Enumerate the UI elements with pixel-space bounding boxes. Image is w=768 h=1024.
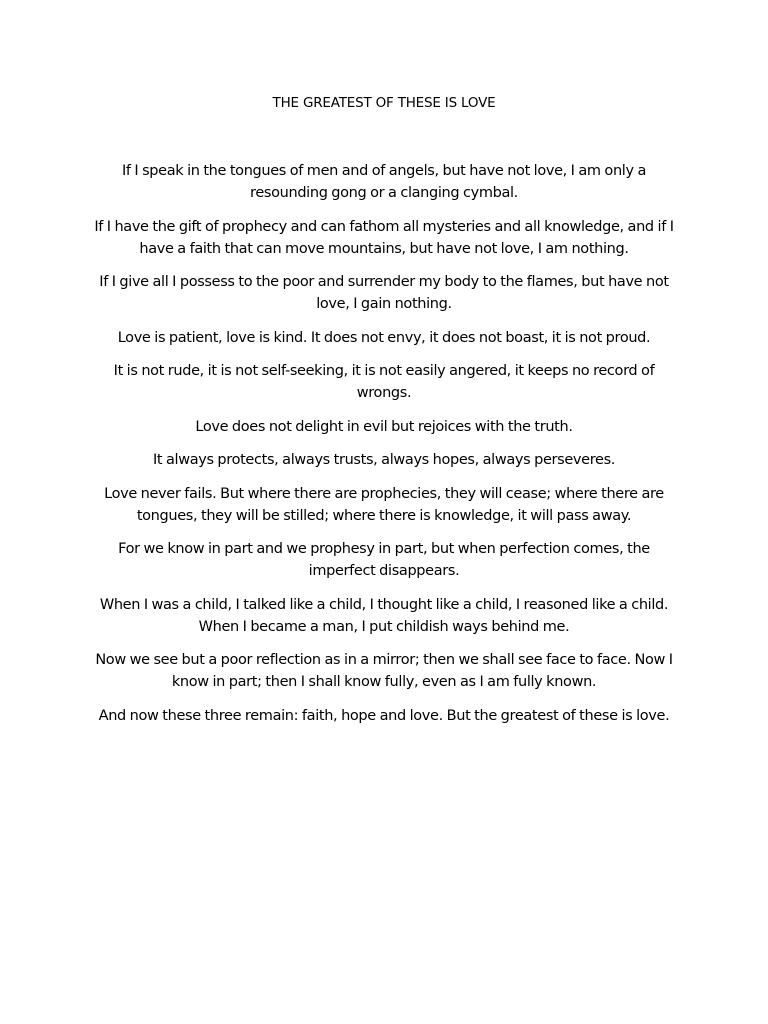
paragraph: When I was a child, I talked like a child, I thought like a child, I reasoned like a child. When I became a man, I put childish ways behind me. [99, 596, 669, 635]
paragraph: And now these three remain: faith, hope and love. But the greatest of these is love. [98, 707, 670, 724]
paragraph: Now we see but a poor reflection as in a mirror; then we shall see face to face. Now I know in part; then I shall know fully, even as I am fully known. [95, 652, 673, 690]
paragraph: If I have the gift of prophecy and can fathom all mysteries and all knowledge, and if I have a faith that can move mountains, but have not love, I am nothing. [94, 218, 674, 257]
document-body [88, 160, 680, 738]
paragraph: Love does not delight in evil but rejoices with the truth. [195, 418, 573, 435]
paragraph: It always protects, always trusts, always hopes, always perseveres. [152, 452, 616, 468]
paragraph: If I speak in the tongues of men and of angels, but have not love, I am only a resounding gong or a clanging cymbal. [121, 163, 647, 201]
paragraph: It is not rude, it is not self-seeking, it is not easily angered, it keeps no record of wrongs. [113, 363, 655, 401]
paragraph: For we know in part and we prophesy in part, but when perfection comes, the imperfect disappears. [118, 541, 650, 579]
paragraph: Love is patient, love is kind. It does not envy, it does not boast, it is not proud. [117, 329, 651, 346]
document-title: THE GREATEST OF THESE IS LOVE [272, 95, 496, 111]
paragraph: If I give all I possess to the poor and surrender my body to the flames, but have not love, I gain nothing. [99, 274, 669, 312]
paragraph: Love never fails. But where there are prophecies, they will cease; where there are tongues, they will be stilled; where there is knowledge, it will pass away. [104, 485, 664, 524]
